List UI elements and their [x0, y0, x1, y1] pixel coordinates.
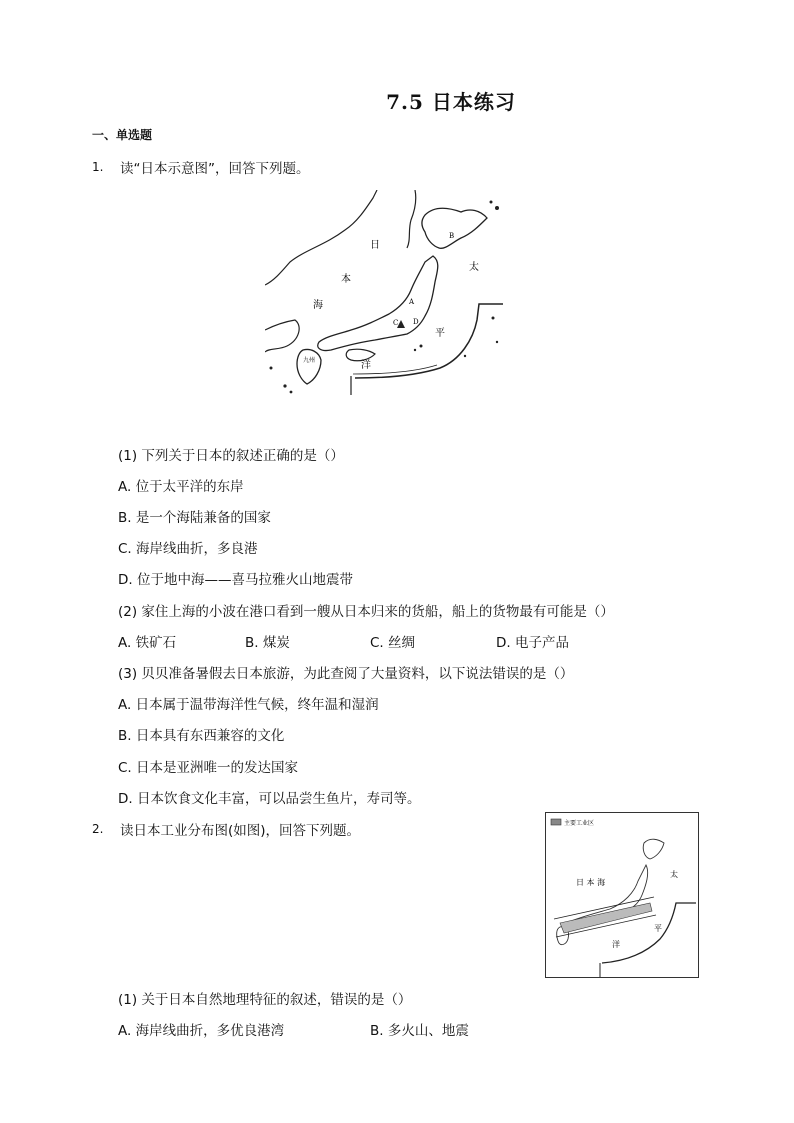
q1-sub2-stem: (2) 家住上海的小波在港口看到一艘从日本归来的货船，船上的货物最有可能是（）: [118, 604, 614, 620]
q2-sub1-option-a: A. 海岸线曲折，多优良港湾: [118, 1023, 285, 1039]
map2-label-tai: 太: [670, 870, 678, 879]
q1-sub3-option-a: A. 日本属于温带海洋性气候，终年温和湿润: [118, 697, 379, 713]
q1-sub3-option-b: B. 日本具有东西兼容的文化: [118, 728, 285, 744]
q2-sub1-option-b: B. 多火山、地震: [370, 1023, 469, 1039]
map2-label-yang: 洋: [612, 940, 620, 949]
q1-sub2-option-b: B. 煤炭: [245, 635, 290, 651]
map-label-ben: 本: [341, 274, 351, 285]
q1-sub2-option-d: D. 电子产品: [496, 635, 569, 651]
map-label-hai: 海: [313, 300, 323, 311]
sakhalin-coast: [407, 190, 416, 248]
legend-label: 主要工业区: [564, 820, 595, 827]
q1-sub3-stem: (3) 贝贝准备暑假去日本旅游，为此查阅了大量资料，以下说法错误的是（）: [118, 666, 574, 682]
map-label-kyushu: 九州: [303, 357, 316, 364]
map-label-ping: 平: [435, 328, 445, 339]
map2-label-ping: 平: [654, 924, 662, 933]
q1-sub1-option-b: B. 是一个海陆兼备的国家: [118, 510, 271, 526]
map-label-ri: 日: [370, 240, 380, 251]
q1-sub1-stem: (1) 下列关于日本的叙述正确的是（）: [118, 448, 344, 464]
map-label-a: A: [409, 298, 415, 306]
mainland-coast: [265, 190, 377, 285]
legend-swatch: [551, 819, 561, 825]
question-number-1: 1.: [92, 160, 104, 174]
honshu: [318, 256, 438, 351]
section-heading: 一、单选题: [92, 128, 153, 142]
page-title: 7.5 日本练习: [386, 90, 516, 114]
korea-coast: [265, 320, 299, 352]
hokkaido-outline: [643, 839, 664, 859]
q1-sub2-option-a: A. 铁矿石: [118, 635, 177, 651]
map2-label-sea: 日 本 海: [576, 878, 606, 887]
q1-sub1-option-a: A. 位于太平洋的东岸: [118, 479, 244, 495]
q1-sub1-option-c: C. 海岸线曲折，多良港: [118, 541, 258, 557]
map-label-tai: 太: [469, 262, 479, 273]
japan-industry-map: [545, 812, 699, 978]
question-stem-1: 读“日本示意图”，回答下列题。: [120, 161, 310, 177]
q1-sub1-option-d: D. 位于地中海——喜马拉雅火山地震带: [118, 572, 353, 588]
q1-sub3-option-d: D. 日本饮食文化丰富，可以品尝生鱼片，寿司等。: [118, 791, 421, 807]
q1-sub3-option-c: C. 日本是亚洲唯一的发达国家: [118, 760, 299, 776]
hokkaido: [422, 208, 487, 248]
q2-sub1-stem: (1) 关于日本自然地理特征的叙述，错误的是（）: [118, 992, 412, 1008]
question-stem-2: 读日本工业分布图(如图)，回答下列题。: [120, 823, 361, 839]
q1-sub2-option-c: C. 丝绸: [370, 635, 416, 651]
map-label-b: B: [449, 232, 455, 240]
map-label-c: C: [393, 319, 399, 327]
japan-map: [265, 190, 503, 400]
kyushu: [297, 349, 321, 384]
question-number-2: 2.: [92, 822, 104, 836]
map-label-yang: 洋: [361, 360, 371, 371]
map-label-d: D: [413, 318, 419, 326]
